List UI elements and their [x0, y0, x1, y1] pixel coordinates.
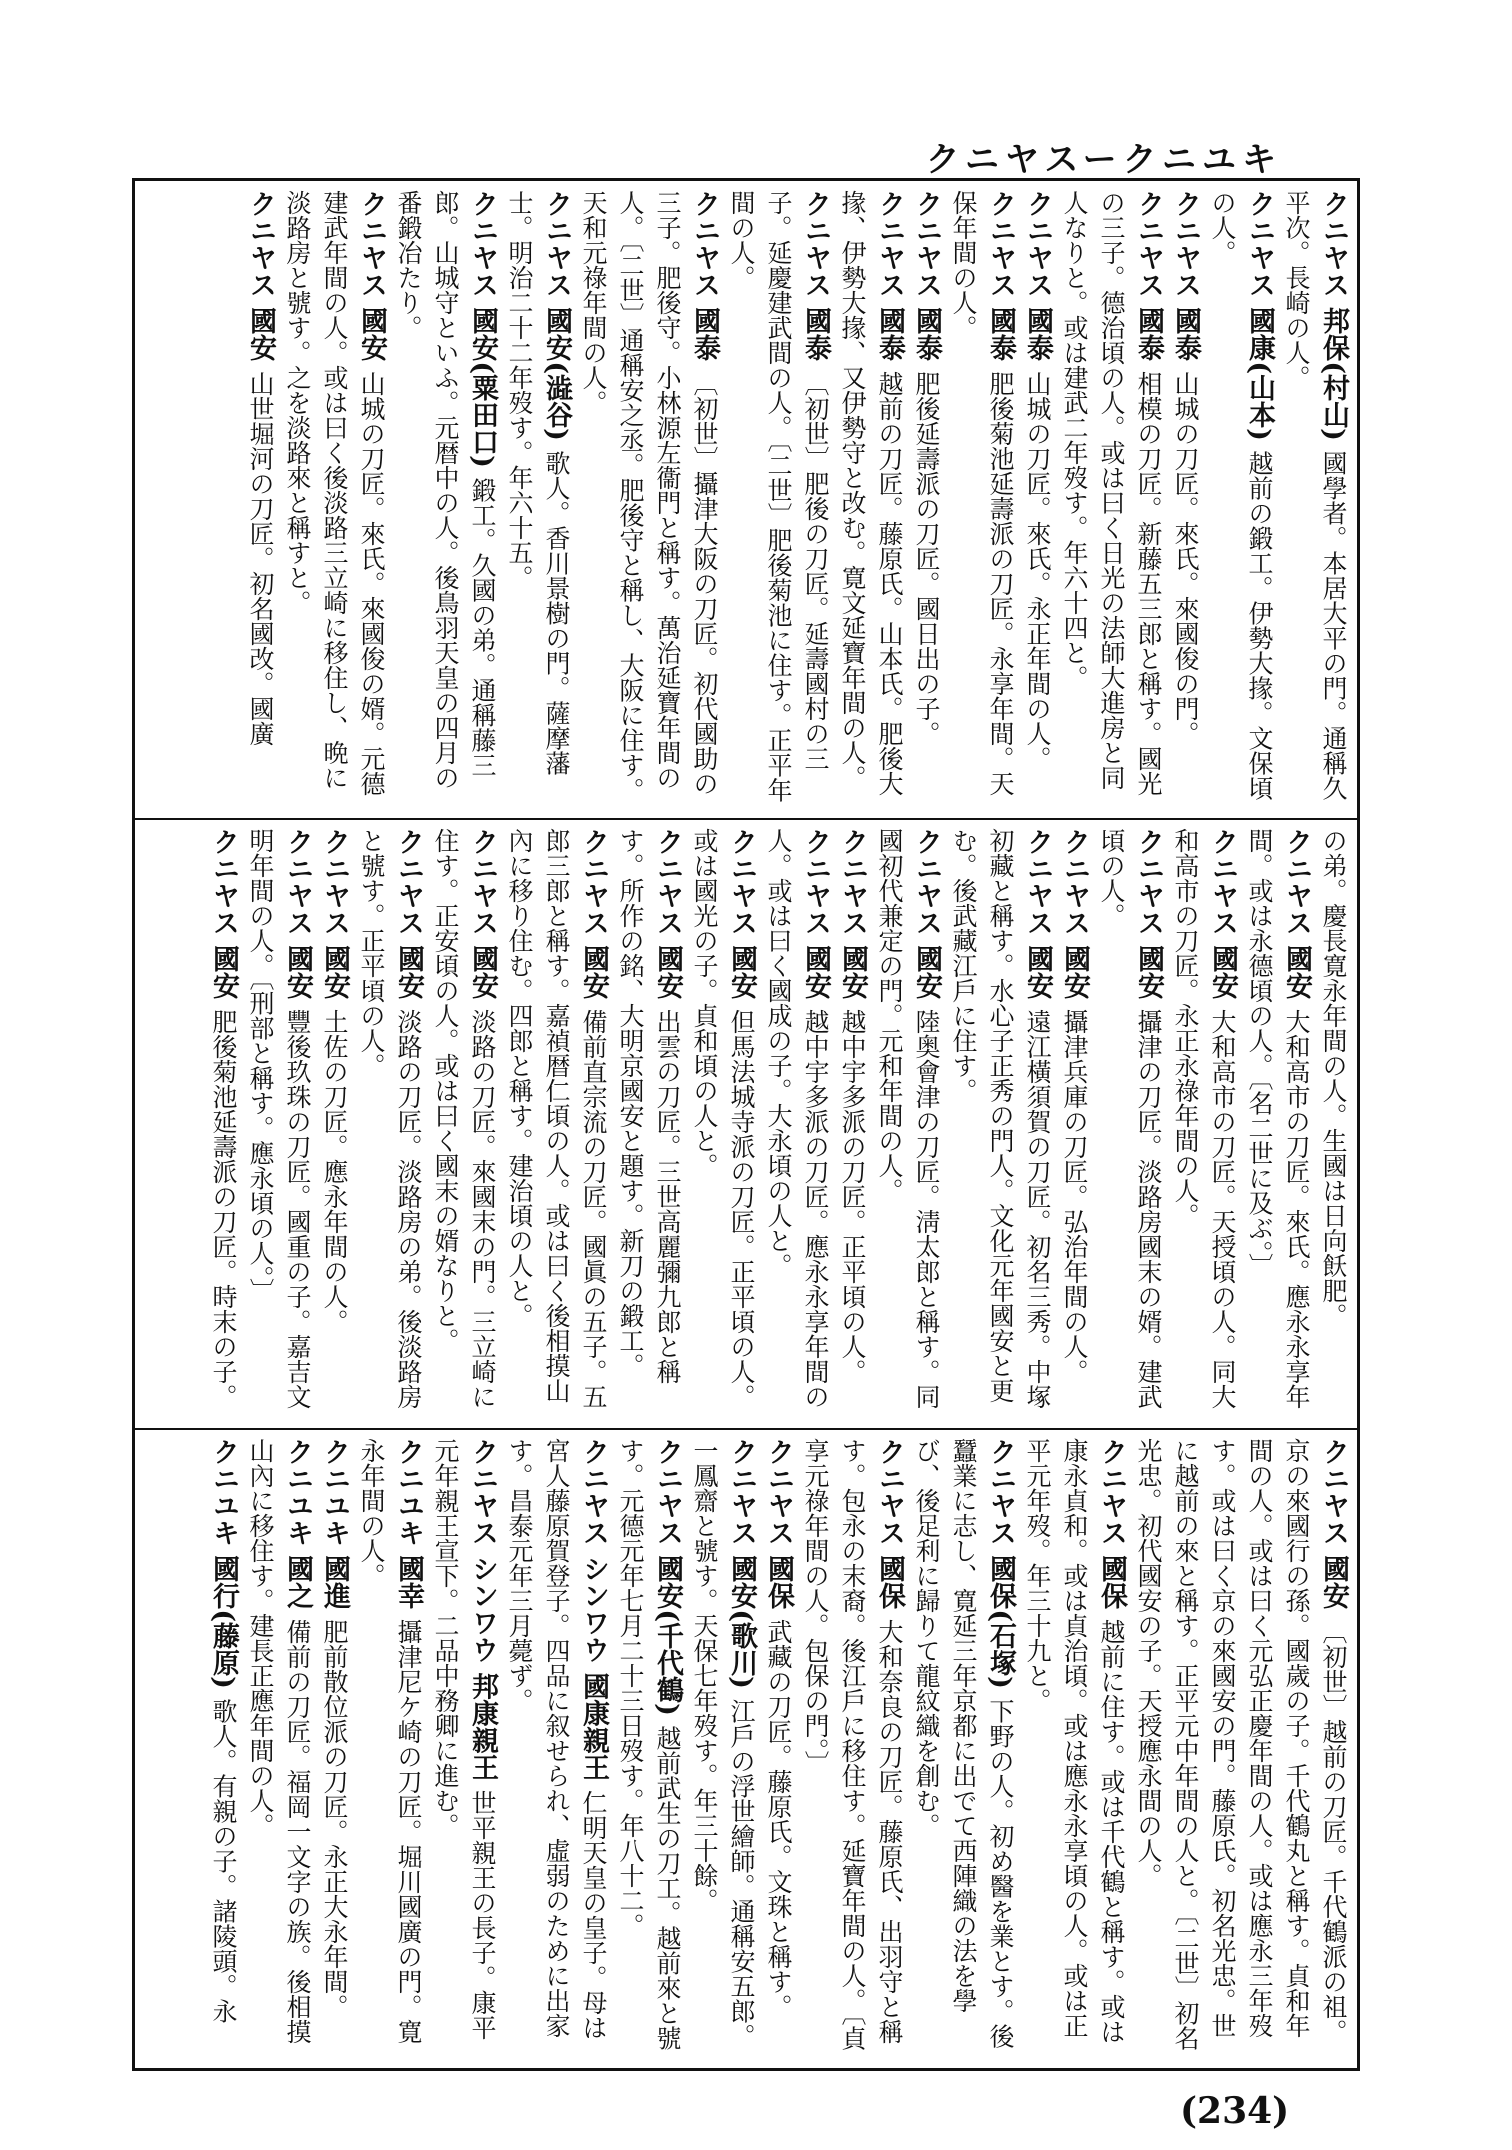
entry-name: 國安: [282, 936, 313, 1009]
entry-name: 國泰: [1170, 298, 1201, 371]
entry-text: 遠江橫須賀の刀匠。初名三秀。中塚初藏と稱す。水心子正秀の門人。文化元年國安と更む。後武藏江戶に住す。: [949, 828, 1052, 1409]
entry-headword: クニヤス: [467, 1438, 498, 1546]
entry-text: 肥後延壽派の刀匠。國日出の子。: [912, 370, 941, 746]
tier-1-columns: [140, 190, 1352, 810]
entry-text: 但馬法城寺派の刀匠。正平頃の人。或は國光の子。貞和頃の人と。: [690, 828, 756, 1409]
entry-name: 國泰: [911, 298, 942, 371]
dictionary-entry: [242, 190, 279, 810]
entry-text: 越前武生の刀工。越前來と號す。元德元年七月二十三日歿す。年八十二。: [616, 1438, 682, 2051]
entry-text: 〔初世〕越前の刀匠。千代鶴派の祖。京の來國行の孫。國歲の子。千代鶴丸と稱す。貞和年間の人。或は曰く元弘正慶年間の人。或は應永三年歿す。或は曰く京の來國安の門。藤原氏。初名光忠。世に越前の來と稱す。正平元中年間の人と。〔二世〕初名光忠。初代國安の子。天授應永間の人。: [1134, 1438, 1348, 2051]
dictionary-entry: [686, 828, 760, 1420]
entry-headword: クニヤス: [578, 1438, 609, 1546]
dictionary-entry: [1019, 190, 1056, 810]
entry-headword: クニヤス: [467, 828, 498, 936]
tier-divider-2: [132, 1428, 1360, 1430]
entry-text: 攝津兵庫の刀匠。弘治年間の人。: [1060, 1008, 1089, 1384]
entry-name: 國安(澁谷): [541, 298, 572, 451]
dictionary-entry: [723, 190, 834, 810]
entry-text: 越前に住す。或は千代鶴と稱す。或は康永貞和。或は貞治頃。或は應永永享頃の人。或は正平元年歿。年三十九と。: [1023, 1438, 1126, 2044]
dictionary-entry: [1019, 1438, 1130, 2062]
entry-headword: クニヤス: [1096, 1438, 1127, 1546]
dictionary-entry: [834, 190, 908, 810]
entry-text: 攝津尼ケ崎の刀匠。堀川國廣の門。寛永年間の人。: [357, 1438, 423, 2044]
entry-text: 〔初世〕肥後の刀匠。延壽國村の三子。延慶建武間の人。〔二世〕肥後菊池に住す。正平年間の人。: [727, 190, 830, 803]
tier-2: [140, 828, 1352, 1420]
dictionary-entry: [427, 1438, 501, 2062]
dictionary-entry: [242, 828, 316, 1420]
dictionary-entry: [1278, 190, 1352, 810]
entry-headword: クニヤス: [356, 190, 387, 298]
dictionary-entry: [686, 1438, 760, 2062]
entry-text: 出雲の刀匠。三世高麗彌九郎と稱す。所作の銘、大明京國安と題す。新刀の鍛工。: [616, 828, 682, 1384]
entry-text: 土佐の刀匠。應永年間の人。: [320, 1008, 349, 1334]
entry-headword: クニヤス: [541, 190, 572, 298]
entry-name: 國安: [1022, 936, 1053, 1009]
entry-name: 國泰: [1022, 298, 1053, 371]
entry-name: 國安: [800, 936, 831, 1009]
dictionary-entry: [575, 190, 723, 810]
entry-headword: クニヤス: [1170, 190, 1201, 298]
entry-text: 世平親王の長子。康平元年親王宣下。二品中務卿に進む。: [431, 1438, 497, 2041]
entry-headword: クニヤス: [1207, 828, 1238, 936]
entry-headword: クニヤス: [245, 190, 276, 298]
entry-headword: クニヤス: [652, 1438, 683, 1546]
dictionary-entry: [242, 1438, 316, 2062]
entry-headword: クニヤス: [985, 1438, 1016, 1546]
tier-2-columns: [140, 828, 1352, 1420]
entry-headword: クニヤス: [282, 828, 313, 936]
entry-text: 江戶の浮世繪師。通稱安五郎。一鳳齋と號す。天保七年歿す。年三十餘。: [690, 1438, 756, 2049]
entry-text: 大和高市の刀匠。天授頃の人。同大和高市の刀匠。永正永祿年間の人。: [1171, 828, 1237, 1409]
entry-text: 越中宇多派の刀匠。正平頃の人。: [838, 1008, 867, 1384]
entry-name: 國安: [1318, 1546, 1349, 1619]
entry-headword: クニヤス: [1022, 190, 1053, 298]
entry-text: 淡路の刀匠。淡路房の弟。後淡路房と號す。正平頃の人。: [357, 828, 423, 1409]
dictionary-entry: [612, 828, 686, 1420]
entry-text: 鍛工。久國の弟。通稱藤三郎。山城守といふ。元暦中の人。後鳥羽天皇の四月の番鍛冶たり。: [394, 190, 497, 790]
tier-divider-1: [132, 818, 1360, 820]
entry-headword: クニヤス: [652, 828, 683, 936]
page-number: (234): [1180, 2090, 1290, 2132]
entry-name: シンワウ 邦康親王: [467, 1546, 498, 1791]
entry-text: 攝津の刀匠。淡路房國末の婿。建武頃の人。: [1097, 828, 1163, 1409]
dictionary-entry: [760, 1438, 797, 2062]
entry-headword: クニヤス: [1318, 190, 1349, 298]
entry-headword: クニヤス: [208, 828, 239, 936]
entry-headword: クニヤス: [911, 828, 942, 936]
dictionary-entry: [353, 828, 427, 1420]
entry-text: 豐後玖珠の刀匠。國重の子。嘉吉文明年間の人。〔刑部と稱す。應永頃の人。〕: [246, 828, 312, 1409]
entry-name: 國康(山本): [1244, 298, 1275, 451]
entry-headword: クニヤス: [911, 190, 942, 298]
dictionary-entry: [1167, 828, 1241, 1420]
entry-headword: クニヤス: [1059, 828, 1090, 936]
entry-text: 國學者。本居大平の門。通稱久平次。長崎の人。: [1282, 190, 1348, 801]
entry-name: 邦保(村山): [1318, 298, 1349, 451]
entry-name: 國泰: [985, 298, 1016, 371]
entry-headword: クニヤス: [689, 190, 720, 298]
dictionary-entry: [501, 190, 575, 810]
entry-text: 武藏の刀匠。藤原氏。文珠と稱す。: [764, 1618, 793, 2019]
entry-name: 國保: [763, 1546, 794, 1619]
entry-name: 國保(石塚): [985, 1546, 1016, 1699]
entry-headword: クニユキ: [282, 1438, 313, 1546]
entry-name: 國安(千代鶴): [652, 1546, 683, 1726]
entry-headword: クニヤス: [1281, 828, 1312, 936]
dictionary-entry: [612, 1438, 686, 2062]
dictionary-entry: [834, 828, 871, 1420]
dictionary-entry: [1130, 1438, 1352, 2062]
entry-text: 肥後菊池延壽派の刀匠。永享年間。天保年間の人。: [949, 190, 1015, 796]
entry-name: 國安: [467, 936, 498, 1009]
dictionary-entry: [797, 1438, 908, 2062]
dictionary-entry: [1056, 190, 1167, 810]
entry-name: 國安: [652, 936, 683, 1009]
entry-headword: クニヤス: [726, 828, 757, 936]
entry-text: 越前の刀匠。藤原氏。山本氏。肥後大掾、伊勢大掾、又伊勢守と改む。寛文延寶年間の人。: [838, 190, 904, 796]
entry-text: の弟。慶長寛永年間の人。生國は日向飫肥。: [1319, 828, 1348, 1328]
entry-text: 山城の刀匠。來氏。永正年間の人。: [1023, 370, 1052, 771]
dictionary-entry: [316, 828, 353, 1420]
entry-text: 歌人。香川景樹の門。薩摩藩士。明治二十二年歿す。年六十五。: [505, 190, 571, 776]
entry-text: 下野の人。初め醫を業とす。後蠶業に志し、寛延三年京都に出でて西陣織の法を學び、後足利に歸りて龍紋織を創む。: [912, 1438, 1015, 2049]
dictionary-entry: [1093, 828, 1167, 1420]
entry-headword: クニヤス: [726, 1438, 757, 1546]
entry-text: 山城の刀匠。來氏。來國俊の門。: [1171, 370, 1200, 746]
entry-text: 歌人。有親の子。諸陵頭。永: [209, 1698, 238, 2024]
dictionary-entry: [945, 190, 1019, 810]
entry-text: 備前の刀匠。福岡一文字の族。後相摸山內に移住す。建長正應年間の人。: [246, 1438, 312, 2044]
entry-headword: クニヤス: [319, 828, 350, 936]
dictionary-entry: [390, 190, 501, 810]
entry-name: 國安: [1207, 936, 1238, 1009]
dictionary-entry: [427, 828, 501, 1420]
entry-name: 國安(歌川): [726, 1546, 757, 1699]
entry-name: 國幸: [393, 1546, 424, 1619]
entry-headword: クニヤス: [800, 190, 831, 298]
entry-name: 國安: [578, 936, 609, 1009]
entry-name: 國保: [1096, 1546, 1127, 1619]
dictionary-entry: [1204, 190, 1278, 810]
entry-name: 國泰: [800, 298, 831, 371]
entry-text: 陸奥會津の刀匠。淸太郎と稱す。同國初代兼定の門。元和年間の人。: [875, 828, 941, 1409]
entry-headword: クニヤス: [763, 1438, 794, 1546]
dictionary-entry: [760, 828, 834, 1420]
entry-name: 國安: [837, 936, 868, 1009]
dictionary-entry: [908, 1438, 1019, 2062]
entry-name: 國泰: [874, 298, 905, 371]
entry-name: シンワウ 國康親王: [578, 1546, 609, 1791]
entry-name: 國安: [393, 936, 424, 1009]
tier-1: [140, 190, 1352, 810]
entry-headword: クニヤス: [578, 828, 609, 936]
entry-name: 國進: [319, 1546, 350, 1619]
tier-3-columns: [140, 1438, 1352, 2062]
entry-text: 仁明天皇の皇子。母は宮人藤原賀登子。四品に叙せられ、虛弱のために出家す。昌泰元年三月薨ず。: [505, 1438, 608, 2041]
entry-headword: クニユキ: [393, 1438, 424, 1546]
entry-name: 國安: [911, 936, 942, 1009]
dictionary-entry: [205, 828, 242, 1420]
entry-headword: クニヤス: [1133, 828, 1164, 936]
entry-text: 山城の刀匠。來氏。來國俊の婿。元德建武年間の人。或は曰く後淡路三立崎に移住し、晩に淡路房と號す。之を淡路來と稱すと。: [283, 190, 386, 796]
dictionary-entry: [945, 828, 1056, 1420]
dictionary-entry: [316, 1438, 353, 2062]
entry-name: 國安: [1133, 936, 1164, 1009]
dictionary-entry: [1056, 828, 1093, 1420]
entry-name: 國安: [1059, 936, 1090, 1009]
entry-headword: クニヤス: [985, 190, 1016, 298]
entry-name: 國安: [319, 936, 350, 1009]
entry-name: 國安: [245, 298, 276, 371]
entry-headword: クニヤス: [1244, 190, 1275, 298]
dictionary-entry: [501, 1438, 612, 2062]
entry-name: 國之: [282, 1546, 313, 1619]
entry-name: 國安: [208, 936, 239, 1009]
entry-text: 備前直宗流の刀匠。國眞の五子。五郎三郎と稱す。嘉禎暦仁頃の人。或は曰く後相摸山內に移り住む。四郎と稱す。建治頃の人と。: [505, 828, 608, 1409]
entry-headword: クニヤス: [467, 190, 498, 298]
entry-headword: クニヤス: [874, 1438, 905, 1546]
entry-text: 大和奈良の刀匠。藤原氏、出羽守と稱す。包永の末裔。後江戶に移住す。延寶年間の人。〔貞享元祿年間の人。包保の門。〕: [801, 1438, 904, 2051]
entry-headword: クニユキ: [319, 1438, 350, 1546]
entry-name: 國泰: [689, 298, 720, 371]
dictionary-entry: [1241, 828, 1315, 1420]
entry-text: 〔初世〕攝津大阪の刀匠。初代國助の三子。肥後守。小林源左衞門と稱す。萬治延寶年間の人。〔二世〕通稱安之丞。肥後守と稱し、大阪に住す。天和元祿年間の人。: [579, 190, 719, 803]
entry-headword: クニユキ: [208, 1438, 239, 1546]
entry-name: 國泰: [1133, 298, 1164, 371]
entry-headword: クニヤス: [837, 828, 868, 936]
dictionary-entry: [353, 1438, 427, 2062]
running-head: クニヤスークニユキ: [925, 140, 1282, 180]
entry-headword: クニヤス: [800, 828, 831, 936]
dictionary-entry: [908, 190, 945, 810]
dictionary-entry: [1167, 190, 1204, 810]
entry-headword: クニヤス: [1133, 190, 1164, 298]
entry-headword: クニヤス: [393, 828, 424, 936]
entry-headword: クニヤス: [1318, 1438, 1349, 1546]
entry-text: 肥後菊池延壽派の刀匠。時末の子。: [209, 1008, 238, 1409]
entry-name: 國行(藤原): [208, 1546, 239, 1699]
dictionary-entry: [501, 828, 612, 1420]
entry-name: 國安: [1281, 936, 1312, 1009]
entry-name: 國安: [726, 936, 757, 1009]
dictionary-entry: [871, 828, 945, 1420]
tier-3: [140, 1438, 1352, 2062]
entry-text: 越前の鍛工。伊勢大掾。文保頃の人。: [1208, 190, 1274, 801]
entry-text: 山世堀河の刀匠。初名國改。國廣: [246, 370, 275, 746]
entry-text: 大和高市の刀匠。來氏。應永永享年間。或は永德頃の人。〔名二世に及ぶ。〕: [1245, 828, 1311, 1409]
entry-headword: クニヤス: [874, 190, 905, 298]
entry-name: 國安(粟田口): [467, 298, 498, 478]
dictionary-entry: [279, 190, 390, 810]
dictionary-entry: [1315, 828, 1352, 1420]
entry-text: 越中宇多派の刀匠。應永永享年間の人。或は曰く國成の子。大永頃の人と。: [764, 828, 830, 1409]
dictionary-entry: [205, 1438, 242, 2062]
entry-text: 肥前散位派の刀匠。永正大永年間。: [320, 1618, 349, 2019]
entry-text: 淡路の刀匠。來國末の門。三立崎に住す。正安頃の人。或は曰く國末の婿なりと。: [431, 828, 497, 1409]
entry-name: 國保: [874, 1546, 905, 1619]
entry-headword: クニヤス: [1022, 828, 1053, 936]
entry-text: 相模の刀匠。新藤五三郎と稱す。國光の三子。德治頃の人。或は曰く日光の法師大進房と同人なりと。或は建武二年歿す。年六十四と。: [1060, 190, 1163, 796]
entry-name: 國安: [356, 298, 387, 371]
